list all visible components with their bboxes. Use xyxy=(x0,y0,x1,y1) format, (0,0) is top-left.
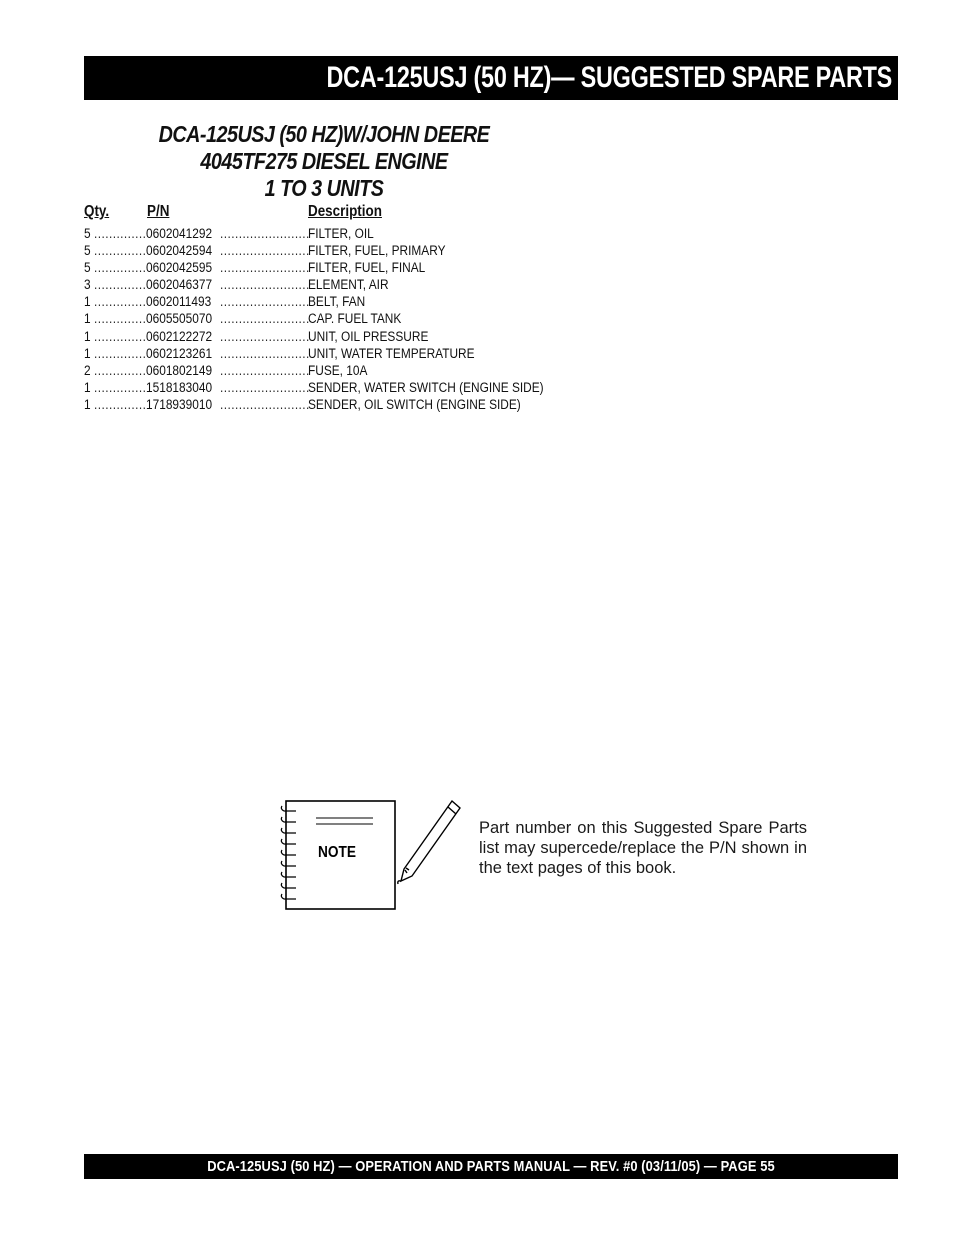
parts-row xyxy=(84,242,604,259)
parts-number: 0602042594 xyxy=(146,243,213,259)
parts-description: CAP. FUEL TANK xyxy=(308,311,402,327)
parts-row xyxy=(84,293,604,310)
parts-description: FILTER, OIL xyxy=(308,226,374,241)
parts-number: 0602042595 xyxy=(146,260,213,276)
parts-qty: 1 xyxy=(84,379,91,395)
subtitle-line-2: 4045TF275 DIESEL ENGINE xyxy=(200,148,448,174)
parts-number: 0602122272 xyxy=(146,328,213,344)
column-header-pn: P/N xyxy=(147,203,170,220)
parts-row xyxy=(84,310,604,327)
parts-qty: 1 xyxy=(84,328,91,344)
page-footer-bar xyxy=(84,1154,898,1179)
parts-description: FILTER, FUEL, FINAL xyxy=(308,260,426,276)
parts-number: 0602123261 xyxy=(146,345,213,361)
dot-leader: .............. xyxy=(94,379,147,395)
dot-leader: ........................ xyxy=(220,226,310,241)
parts-row xyxy=(84,276,604,293)
column-header-qty: Qty. xyxy=(84,203,110,220)
parts-description: BELT, FAN xyxy=(308,294,366,310)
parts-row xyxy=(84,328,604,345)
parts-number: 0602041292 xyxy=(146,226,213,241)
dot-leader: ........................ xyxy=(220,396,310,412)
page-header-bar xyxy=(84,56,898,100)
parts-row xyxy=(84,259,604,276)
dot-leader: .............. xyxy=(94,362,147,378)
parts-number: 1518183040 xyxy=(146,379,213,395)
parts-description: FILTER, FUEL, PRIMARY xyxy=(308,243,446,259)
subtitle-line-3: 1 TO 3 UNITS xyxy=(264,175,384,201)
parts-number: 0602011493 xyxy=(146,294,212,310)
parts-description: FUSE, 10A xyxy=(308,362,368,378)
section-subtitle xyxy=(104,121,544,202)
parts-qty: 5 xyxy=(84,260,91,276)
dot-leader: ........................ xyxy=(220,362,310,378)
parts-qty: 1 xyxy=(84,311,91,327)
parts-qty: 3 xyxy=(84,277,91,293)
parts-qty: 1 xyxy=(84,345,91,361)
parts-row xyxy=(84,362,604,379)
dot-leader: ........................ xyxy=(220,243,310,259)
note-label: NOTE xyxy=(318,844,357,861)
page-title: DCA-125USJ (50 HZ)— SUGGESTED SPARE PARTS xyxy=(326,61,892,94)
dot-leader: ........................ xyxy=(220,379,310,395)
parts-qty: 1 xyxy=(84,396,91,412)
parts-qty: 5 xyxy=(84,243,91,259)
dot-leader: ........................ xyxy=(220,311,310,327)
parts-row xyxy=(84,345,604,362)
parts-number: 0601802149 xyxy=(146,362,213,378)
dot-leader: .............. xyxy=(94,311,147,327)
parts-description: SENDER, OIL SWITCH (ENGINE SIDE) xyxy=(308,396,521,412)
note-text: Part number on this Suggested Spare Parts list may supercede/replace the P/N shown in the text pages of this book. xyxy=(479,819,807,877)
subtitle-line-1: DCA-125USJ (50 HZ)W/JOHN DEERE xyxy=(158,121,490,147)
dot-leader: .............. xyxy=(94,328,147,344)
parts-qty: 2 xyxy=(84,362,91,378)
parts-list xyxy=(84,225,604,413)
dot-leader: ........................ xyxy=(220,277,310,293)
dot-leader: ........................ xyxy=(220,294,310,310)
parts-description: ELEMENT, AIR xyxy=(308,277,389,293)
parts-number: 0602046377 xyxy=(146,277,213,293)
parts-description: UNIT, WATER TEMPERATURE xyxy=(308,345,475,361)
parts-qty: 1 xyxy=(84,294,91,310)
parts-number: 1718939010 xyxy=(146,396,213,412)
parts-description: SENDER, WATER SWITCH (ENGINE SIDE) xyxy=(308,379,544,395)
dot-leader: .............. xyxy=(94,294,147,310)
dot-leader: .............. xyxy=(94,277,147,293)
parts-description: UNIT, OIL PRESSURE xyxy=(308,328,429,344)
footer-text: DCA-125USJ (50 HZ) — OPERATION AND PARTS MANUAL — REV. #0 (03/11/05) — PAGE 55 xyxy=(207,1158,775,1175)
dot-leader: ........................ xyxy=(220,260,310,276)
dot-leader: .............. xyxy=(94,260,147,276)
parts-row xyxy=(84,379,604,396)
dot-leader: ........................ xyxy=(220,345,310,361)
column-header-description: Description xyxy=(308,203,382,220)
note-notebook-icon xyxy=(278,795,468,915)
dot-leader: ........................ xyxy=(220,328,310,344)
dot-leader: .............. xyxy=(94,226,147,241)
parts-number: 0605505070 xyxy=(146,311,213,327)
parts-row xyxy=(84,396,604,413)
parts-row xyxy=(84,225,604,242)
dot-leader: .............. xyxy=(94,396,147,412)
dot-leader: .............. xyxy=(94,345,147,361)
parts-qty: 5 xyxy=(84,226,91,241)
dot-leader: .............. xyxy=(94,243,147,259)
